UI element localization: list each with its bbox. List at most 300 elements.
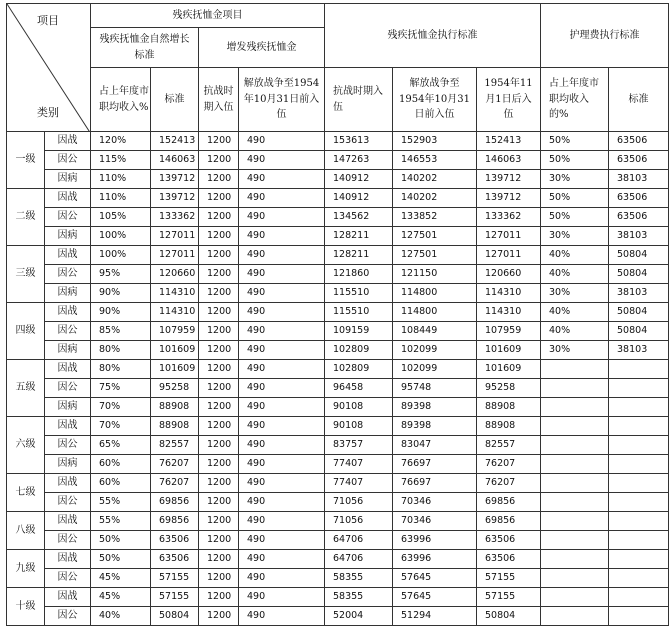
nursing-amount-cell [609, 474, 669, 493]
nursing-amount-cell [609, 588, 669, 607]
exec-after-1954-cell: 57155 [477, 569, 541, 588]
category-cell: 因公 [45, 265, 91, 284]
exec-anti-japan-cell: 115510 [325, 303, 393, 322]
anti-japan-cell: 1200 [199, 569, 239, 588]
table-row [7, 227, 669, 246]
exec-after-1954-cell: 133362 [477, 208, 541, 227]
exec-after-1954-cell: 152413 [477, 132, 541, 151]
exec-after-1954-cell: 76207 [477, 474, 541, 493]
nursing-amount-cell: 50804 [609, 303, 669, 322]
nursing-amount-cell [609, 379, 669, 398]
nursing-amount-cell: 63506 [609, 132, 669, 151]
header-nursing-pct: 占上年度市职均收入的% [541, 68, 609, 132]
standard-cell: 57155 [151, 569, 199, 588]
disability-pension-table [6, 3, 669, 626]
table-body [7, 132, 669, 626]
header-standard: 标准 [151, 68, 199, 132]
category-cell: 因战 [45, 588, 91, 607]
exec-anti-japan-cell: 115510 [325, 284, 393, 303]
exec-anti-japan-cell: 77407 [325, 474, 393, 493]
table-row [7, 417, 669, 436]
exec-liberation-cell: 70346 [393, 512, 477, 531]
exec-after-1954-cell: 120660 [477, 265, 541, 284]
table-row [7, 493, 669, 512]
exec-anti-japan-cell: 121860 [325, 265, 393, 284]
nursing-amount-cell [609, 512, 669, 531]
income-pct-cell: 100% [91, 246, 151, 265]
anti-japan-cell: 1200 [199, 208, 239, 227]
standard-cell: 114310 [151, 284, 199, 303]
income-pct-cell: 80% [91, 341, 151, 360]
standard-cell: 127011 [151, 246, 199, 265]
income-pct-cell: 90% [91, 303, 151, 322]
nursing-pct-cell [541, 550, 609, 569]
exec-liberation-cell: 57645 [393, 588, 477, 607]
standard-cell: 76207 [151, 455, 199, 474]
anti-japan-cell: 1200 [199, 322, 239, 341]
standard-cell: 120660 [151, 265, 199, 284]
income-pct-cell: 95% [91, 265, 151, 284]
nursing-pct-cell: 30% [541, 227, 609, 246]
exec-anti-japan-cell: 90108 [325, 398, 393, 417]
header-exec-standard: 残疾抚恤金执行标准 [325, 4, 541, 68]
liberation-cell: 490 [239, 132, 325, 151]
category-cell: 因公 [45, 569, 91, 588]
grade-cell: 六级 [7, 417, 45, 474]
grade-cell: 三级 [7, 246, 45, 303]
header-natural-growth: 残疾抚恤金自然增长标准 [91, 28, 199, 68]
exec-liberation-cell: 146553 [393, 151, 477, 170]
anti-japan-cell: 1200 [199, 607, 239, 626]
income-pct-cell: 110% [91, 170, 151, 189]
exec-liberation-cell: 133852 [393, 208, 477, 227]
nursing-pct-cell: 50% [541, 208, 609, 227]
table-row [7, 569, 669, 588]
anti-japan-cell: 1200 [199, 132, 239, 151]
liberation-cell: 490 [239, 227, 325, 246]
table-row [7, 208, 669, 227]
anti-japan-cell: 1200 [199, 474, 239, 493]
table-row [7, 265, 669, 284]
anti-japan-cell: 1200 [199, 227, 239, 246]
category-cell: 因公 [45, 208, 91, 227]
nursing-pct-cell: 50% [541, 189, 609, 208]
standard-cell: 57155 [151, 588, 199, 607]
exec-anti-japan-cell: 128211 [325, 227, 393, 246]
grade-cell: 二级 [7, 189, 45, 246]
category-cell: 因病 [45, 341, 91, 360]
standard-cell: 69856 [151, 512, 199, 531]
category-cell: 因病 [45, 398, 91, 417]
exec-anti-japan-cell: 64706 [325, 550, 393, 569]
nursing-amount-cell: 38103 [609, 284, 669, 303]
liberation-cell: 490 [239, 246, 325, 265]
standard-cell: 133362 [151, 208, 199, 227]
anti-japan-cell: 1200 [199, 531, 239, 550]
table-row [7, 588, 669, 607]
standard-cell: 152413 [151, 132, 199, 151]
nursing-amount-cell [609, 550, 669, 569]
exec-after-1954-cell: 114310 [477, 303, 541, 322]
nursing-pct-cell [541, 474, 609, 493]
income-pct-cell: 50% [91, 550, 151, 569]
exec-anti-japan-cell: 153613 [325, 132, 393, 151]
nursing-amount-cell [609, 607, 669, 626]
standard-cell: 50804 [151, 607, 199, 626]
table-row [7, 379, 669, 398]
grade-cell: 八级 [7, 512, 45, 550]
exec-anti-japan-cell: 71056 [325, 512, 393, 531]
exec-anti-japan-cell: 58355 [325, 569, 393, 588]
table-row [7, 303, 669, 322]
liberation-cell: 490 [239, 265, 325, 284]
exec-liberation-cell: 102099 [393, 360, 477, 379]
exec-liberation-cell: 152903 [393, 132, 477, 151]
income-pct-cell: 40% [91, 607, 151, 626]
category-cell: 因公 [45, 436, 91, 455]
nursing-pct-cell [541, 569, 609, 588]
exec-anti-japan-cell: 90108 [325, 417, 393, 436]
standard-cell: 139712 [151, 189, 199, 208]
exec-after-1954-cell: 76207 [477, 455, 541, 474]
category-cell: 因战 [45, 512, 91, 531]
nursing-pct-cell [541, 436, 609, 455]
exec-liberation-cell: 89398 [393, 398, 477, 417]
category-cell: 因战 [45, 550, 91, 569]
corner-label-category: 类别 [37, 105, 59, 119]
table-row [7, 322, 669, 341]
nursing-amount-cell [609, 436, 669, 455]
income-pct-cell: 70% [91, 417, 151, 436]
exec-after-1954-cell: 69856 [477, 493, 541, 512]
liberation-cell: 490 [239, 436, 325, 455]
nursing-amount-cell [609, 360, 669, 379]
anti-japan-cell: 1200 [199, 265, 239, 284]
header-nursing-amount: 标准 [609, 68, 669, 132]
nursing-pct-cell [541, 360, 609, 379]
anti-japan-cell: 1200 [199, 360, 239, 379]
exec-liberation-cell: 51294 [393, 607, 477, 626]
nursing-amount-cell: 38103 [609, 341, 669, 360]
exec-anti-japan-cell: 102809 [325, 360, 393, 379]
standard-cell: 107959 [151, 322, 199, 341]
table-row [7, 360, 669, 379]
grade-cell: 五级 [7, 360, 45, 417]
exec-liberation-cell: 76697 [393, 474, 477, 493]
exec-anti-japan-cell: 140912 [325, 189, 393, 208]
exec-anti-japan-cell: 83757 [325, 436, 393, 455]
income-pct-cell: 60% [91, 474, 151, 493]
table-row [7, 436, 669, 455]
anti-japan-cell: 1200 [199, 170, 239, 189]
income-pct-cell: 100% [91, 227, 151, 246]
standard-cell: 139712 [151, 170, 199, 189]
exec-after-1954-cell: 88908 [477, 398, 541, 417]
exec-liberation-cell: 127501 [393, 227, 477, 246]
income-pct-cell: 55% [91, 493, 151, 512]
income-pct-cell: 50% [91, 531, 151, 550]
category-cell: 因公 [45, 151, 91, 170]
liberation-cell: 490 [239, 607, 325, 626]
exec-after-1954-cell: 139712 [477, 170, 541, 189]
income-pct-cell: 110% [91, 189, 151, 208]
nursing-pct-cell: 50% [541, 132, 609, 151]
exec-liberation-cell: 83047 [393, 436, 477, 455]
exec-after-1954-cell: 127011 [477, 246, 541, 265]
exec-after-1954-cell: 88908 [477, 417, 541, 436]
anti-japan-cell: 1200 [199, 493, 239, 512]
exec-after-1954-cell: 57155 [477, 588, 541, 607]
exec-after-1954-cell: 63506 [477, 531, 541, 550]
table-row [7, 398, 669, 417]
nursing-pct-cell [541, 417, 609, 436]
standard-cell: 88908 [151, 398, 199, 417]
exec-liberation-cell: 76697 [393, 455, 477, 474]
anti-japan-cell: 1200 [199, 398, 239, 417]
category-cell: 因战 [45, 360, 91, 379]
exec-anti-japan-cell: 147263 [325, 151, 393, 170]
category-cell: 因病 [45, 284, 91, 303]
nursing-amount-cell: 63506 [609, 208, 669, 227]
standard-cell: 82557 [151, 436, 199, 455]
category-cell: 因公 [45, 322, 91, 341]
exec-liberation-cell: 102099 [393, 341, 477, 360]
nursing-pct-cell: 30% [541, 170, 609, 189]
standard-cell: 101609 [151, 360, 199, 379]
exec-anti-japan-cell: 102809 [325, 341, 393, 360]
nursing-amount-cell [609, 493, 669, 512]
table-row [7, 284, 669, 303]
nursing-pct-cell [541, 512, 609, 531]
nursing-pct-cell [541, 607, 609, 626]
nursing-amount-cell [609, 531, 669, 550]
standard-cell: 63506 [151, 531, 199, 550]
exec-after-1954-cell: 69856 [477, 512, 541, 531]
table-row [7, 246, 669, 265]
anti-japan-cell: 1200 [199, 246, 239, 265]
income-pct-cell: 80% [91, 360, 151, 379]
liberation-cell: 490 [239, 493, 325, 512]
nursing-pct-cell: 40% [541, 265, 609, 284]
exec-liberation-cell: 63996 [393, 531, 477, 550]
exec-after-1954-cell: 107959 [477, 322, 541, 341]
exec-liberation-cell: 140202 [393, 189, 477, 208]
table-row [7, 170, 669, 189]
exec-anti-japan-cell: 52004 [325, 607, 393, 626]
nursing-pct-cell: 50% [541, 151, 609, 170]
anti-japan-cell: 1200 [199, 284, 239, 303]
exec-liberation-cell: 140202 [393, 170, 477, 189]
liberation-cell: 490 [239, 512, 325, 531]
grade-cell: 一级 [7, 132, 45, 189]
nursing-amount-cell: 50804 [609, 265, 669, 284]
exec-after-1954-cell: 139712 [477, 189, 541, 208]
liberation-cell: 490 [239, 284, 325, 303]
header-corner-cell [7, 4, 91, 132]
standard-cell: 146063 [151, 151, 199, 170]
liberation-cell: 490 [239, 474, 325, 493]
header-exec-liberation: 解放战争至1954年10月31日前入伍 [393, 68, 477, 132]
exec-anti-japan-cell: 140912 [325, 170, 393, 189]
anti-japan-cell: 1200 [199, 341, 239, 360]
grade-cell: 九级 [7, 550, 45, 588]
nursing-pct-cell [541, 455, 609, 474]
income-pct-cell: 45% [91, 588, 151, 607]
exec-anti-japan-cell: 71056 [325, 493, 393, 512]
nursing-amount-cell [609, 398, 669, 417]
nursing-amount-cell [609, 455, 669, 474]
header-exec-after-1954: 1954年11月1日后入伍 [477, 68, 541, 132]
anti-japan-cell: 1200 [199, 379, 239, 398]
income-pct-cell: 90% [91, 284, 151, 303]
liberation-cell: 490 [239, 588, 325, 607]
nursing-amount-cell: 38103 [609, 170, 669, 189]
income-pct-cell: 85% [91, 322, 151, 341]
table-row [7, 132, 669, 151]
header-anti-japan: 抗战时期入伍 [199, 68, 239, 132]
standard-cell: 95258 [151, 379, 199, 398]
category-cell: 因公 [45, 607, 91, 626]
nursing-amount-cell: 63506 [609, 151, 669, 170]
exec-anti-japan-cell: 128211 [325, 246, 393, 265]
header-pension-items: 残疾抚恤金项目 [91, 4, 325, 28]
table-row [7, 531, 669, 550]
standard-cell: 114310 [151, 303, 199, 322]
exec-liberation-cell: 108449 [393, 322, 477, 341]
liberation-cell: 490 [239, 379, 325, 398]
standard-cell: 101609 [151, 341, 199, 360]
nursing-pct-cell: 30% [541, 341, 609, 360]
table-row [7, 189, 669, 208]
liberation-cell: 490 [239, 151, 325, 170]
exec-anti-japan-cell: 77407 [325, 455, 393, 474]
anti-japan-cell: 1200 [199, 455, 239, 474]
category-cell: 因公 [45, 493, 91, 512]
exec-anti-japan-cell: 64706 [325, 531, 393, 550]
exec-liberation-cell: 70346 [393, 493, 477, 512]
exec-liberation-cell: 63996 [393, 550, 477, 569]
header-income-pct: 占上年度市职均收入% [91, 68, 151, 132]
income-pct-cell: 55% [91, 512, 151, 531]
liberation-cell: 490 [239, 170, 325, 189]
anti-japan-cell: 1200 [199, 151, 239, 170]
category-cell: 因战 [45, 189, 91, 208]
liberation-cell: 490 [239, 398, 325, 417]
anti-japan-cell: 1200 [199, 512, 239, 531]
table-row [7, 607, 669, 626]
income-pct-cell: 115% [91, 151, 151, 170]
anti-japan-cell: 1200 [199, 189, 239, 208]
exec-after-1954-cell: 95258 [477, 379, 541, 398]
standard-cell: 76207 [151, 474, 199, 493]
exec-anti-japan-cell: 134562 [325, 208, 393, 227]
anti-japan-cell: 1200 [199, 417, 239, 436]
category-cell: 因战 [45, 417, 91, 436]
header-nursing-standard: 护理费执行标准 [541, 4, 669, 68]
table-row [7, 512, 669, 531]
exec-liberation-cell: 89398 [393, 417, 477, 436]
header-extra-pension: 增发残疾抚恤金 [199, 28, 325, 68]
income-pct-cell: 105% [91, 208, 151, 227]
grade-cell: 七级 [7, 474, 45, 512]
nursing-amount-cell: 38103 [609, 227, 669, 246]
nursing-amount-cell: 50804 [609, 246, 669, 265]
exec-liberation-cell: 127501 [393, 246, 477, 265]
table-row [7, 474, 669, 493]
nursing-pct-cell: 40% [541, 246, 609, 265]
nursing-pct-cell [541, 398, 609, 417]
nursing-pct-cell [541, 379, 609, 398]
exec-after-1954-cell: 101609 [477, 360, 541, 379]
category-cell: 因病 [45, 170, 91, 189]
liberation-cell: 490 [239, 341, 325, 360]
exec-anti-japan-cell: 109159 [325, 322, 393, 341]
nursing-amount-cell [609, 569, 669, 588]
category-cell: 因战 [45, 132, 91, 151]
anti-japan-cell: 1200 [199, 550, 239, 569]
grade-cell: 四级 [7, 303, 45, 360]
corner-label-items: 项目 [37, 14, 59, 27]
nursing-pct-cell: 40% [541, 322, 609, 341]
anti-japan-cell: 1200 [199, 303, 239, 322]
exec-liberation-cell: 114800 [393, 284, 477, 303]
income-pct-cell: 60% [91, 455, 151, 474]
liberation-cell: 490 [239, 303, 325, 322]
standard-cell: 127011 [151, 227, 199, 246]
category-cell: 因公 [45, 531, 91, 550]
liberation-cell: 490 [239, 360, 325, 379]
liberation-cell: 490 [239, 531, 325, 550]
exec-liberation-cell: 57645 [393, 569, 477, 588]
liberation-cell: 490 [239, 322, 325, 341]
exec-liberation-cell: 114800 [393, 303, 477, 322]
nursing-pct-cell [541, 531, 609, 550]
liberation-cell: 490 [239, 550, 325, 569]
table-row [7, 341, 669, 360]
liberation-cell: 490 [239, 569, 325, 588]
category-cell: 因战 [45, 474, 91, 493]
income-pct-cell: 65% [91, 436, 151, 455]
income-pct-cell: 75% [91, 379, 151, 398]
standard-cell: 63506 [151, 550, 199, 569]
standard-cell: 88908 [151, 417, 199, 436]
exec-after-1954-cell: 114310 [477, 284, 541, 303]
income-pct-cell: 70% [91, 398, 151, 417]
exec-liberation-cell: 95748 [393, 379, 477, 398]
grade-cell: 十级 [7, 588, 45, 626]
nursing-amount-cell [609, 417, 669, 436]
exec-after-1954-cell: 146063 [477, 151, 541, 170]
exec-anti-japan-cell: 58355 [325, 588, 393, 607]
nursing-pct-cell: 40% [541, 303, 609, 322]
exec-after-1954-cell: 127011 [477, 227, 541, 246]
nursing-pct-cell [541, 493, 609, 512]
nursing-pct-cell [541, 588, 609, 607]
category-cell: 因战 [45, 303, 91, 322]
exec-liberation-cell: 121150 [393, 265, 477, 284]
exec-after-1954-cell: 63506 [477, 550, 541, 569]
table-row [7, 455, 669, 474]
header-liberation-war: 解放战争至1954年10月31日前入伍 [239, 68, 325, 132]
anti-japan-cell: 1200 [199, 588, 239, 607]
income-pct-cell: 45% [91, 569, 151, 588]
standard-cell: 69856 [151, 493, 199, 512]
nursing-pct-cell: 30% [541, 284, 609, 303]
category-cell: 因病 [45, 455, 91, 474]
table-row [7, 151, 669, 170]
category-cell: 因战 [45, 246, 91, 265]
exec-after-1954-cell: 82557 [477, 436, 541, 455]
